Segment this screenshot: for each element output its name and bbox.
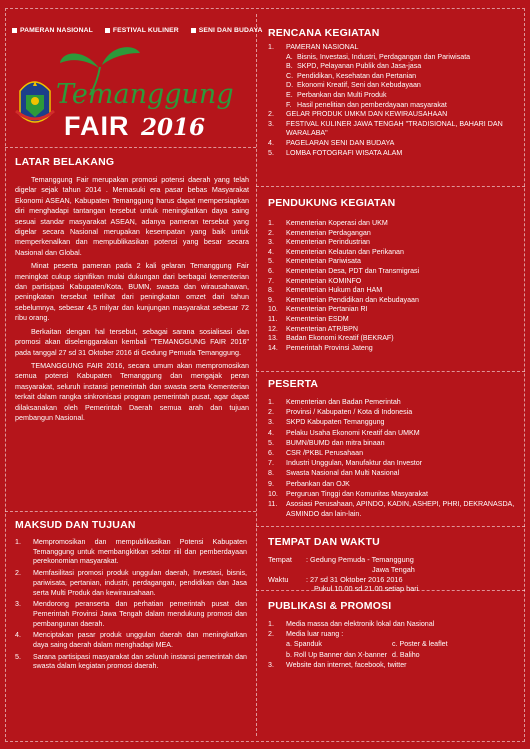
- waktu-row: [268, 575, 518, 585]
- list-item-text: Perbankan dan Multi Produk: [297, 90, 387, 99]
- media-item: b. Roll Up Banner dan X-banner: [286, 650, 387, 659]
- logo-year-text: 2016: [141, 114, 206, 141]
- list-item-text: Mempromosikan dan mempublikasikan Potensi Kabupaten Temanggung untuk membangkitkan sektor riil dan pemberdayaan perekonomian masyarakat.: [33, 538, 247, 566]
- waktu-value: : 27 sd 31 Oktober 2016 2016: [306, 574, 403, 584]
- list-item-text: Perbankan dan OJK: [286, 479, 350, 488]
- list-item: [286, 91, 518, 101]
- logo-fair-text: FAIR: [64, 111, 130, 141]
- latar-paragraph: Temanggung Fair merupakan promosi potensi daerah yang telah digelar sejak tahun 2014 . Memasuki era pasar bebas Masyarakat Ekonomi ASEAN, Kabupaten Temanggung harus dapat mempersiapkan diri menghadapi tantangan tersebut untuk meningkatkan daya saing sesuai standar masyarakat ASEAN, adanya pameran tersebut yang digelar secara Nasional merupakan kesempatan yang baik untuk memperkenalkan dan mempublikasikan potensi yang besar secara Nasional dan Global.: [15, 175, 249, 257]
- list-item: 3. SKPD Kabupaten Temanggung: [268, 417, 518, 427]
- leaf-icon: [102, 47, 140, 65]
- list-item-text: Menciptakan pasar produk unggulan daerah dan meningkatkan daya saing daerah dalam menghadapi MEA.: [33, 631, 247, 650]
- list-item-text: Website dan internet, facebook, twitter: [286, 660, 407, 669]
- list-item: 5. BUMN/BUMD dan mitra binaan: [268, 438, 518, 448]
- tempat-row: [268, 555, 518, 565]
- list-item: 8. Kementerian Hukum dan HAM: [268, 286, 518, 296]
- list-item-text: Media luar ruang :: [286, 630, 344, 639]
- list-item: 6. Kementerian Desa, PDT dan Transmigrasi: [268, 267, 518, 277]
- list-item-text: Mendorong peranserta dan perhatian pemerintah pusat dan Pemerintah Provinsi Jawa Tengah dalam mendukung promosi dan pembangunan daerah.: [33, 600, 247, 628]
- section-title-maksud: MAKSUD DAN TUJUAN: [15, 519, 136, 531]
- list-item: 6. CSR /PKBL Perusahaan: [268, 448, 518, 458]
- list-item: 2. Memfasilitasi promosi produk unggulan daerah, Investasi, bisnis, pariwisata, pertanian, industri, perdagangan, pendidikan dan Jasa serta Multi Produk dan kewirausahaan.: [15, 569, 247, 597]
- square-bullet-icon: [12, 28, 17, 33]
- list-item-letter: D.: [286, 81, 294, 90]
- list-item: 5. Sarana partisipasi masyarakat dan seluruh instansi pemerintah dan swasta dalam kegiatan promosi daerah.: [15, 652, 247, 671]
- publikasi-list: [268, 619, 518, 670]
- square-bullet-icon: [105, 28, 110, 33]
- list-item-text: Provinsi / Kabupaten / Kota di Indonesia: [286, 408, 413, 417]
- square-bullet-icon: [191, 28, 196, 33]
- list-item-text: Kementerian Desa, PDT dan Transmigrasi: [286, 266, 420, 275]
- list-item-text: Kementerian ESDM: [286, 314, 349, 323]
- latar-paragraph: Minat peserta pameran pada 2 kali gelaran Temanggung Fair meningkat cukup signifikan mulai dukungan dari berbagai kementerian dan partisipasi Kabupaten/Kota, BUMN, swasta dan wirausahawan, peningkatan tersebut terlihat dari peningkatan omzet dari tahun sebelumnya, sebesar 4,5 milyar dan kunjungan masyarakat sebesar 72 ribu orang.: [15, 261, 249, 323]
- list-item-text: Perguruan Tinggi dan Komunitas Masyarakat: [286, 489, 428, 498]
- list-item-text: FESTIVAL KULINER JAWA TENGAH "TRADISIONAL, BAHARI DAN WARALABA": [286, 119, 503, 138]
- list-item: 12. Kementerian ATR/BPN: [268, 325, 518, 335]
- waktu-label: Waktu: [268, 574, 289, 584]
- section-title-peserta: PESERTA: [268, 378, 319, 390]
- list-item: 9. Perbankan dan OJK: [268, 479, 518, 489]
- leaf-icon: [60, 53, 99, 68]
- list-item: 2. Media luar ruang :: [268, 629, 518, 639]
- peserta-list: [268, 397, 518, 519]
- list-item-text: Industri Unggulan, Manufaktur dan Investor: [286, 459, 423, 468]
- sublist: [268, 53, 518, 111]
- list-item: 10. Kementerian Pertanian RI: [268, 305, 518, 315]
- list-item-text: Pendidikan, Kesehatan dan Pertanian: [297, 71, 417, 80]
- logo-script-text: Temanggung: [56, 79, 234, 110]
- list-item-text: Kementerian KOMINFO: [286, 276, 362, 285]
- list-item: 9. Kementerian Pendidikan dan Kebudayaan: [268, 296, 518, 306]
- list-item-text: Kementerian Perdagangan: [286, 228, 371, 237]
- list-item: 4. Kementerian Kelautan dan Perikanan: [268, 248, 518, 258]
- list-item: [268, 120, 518, 139]
- list-item-text: PAMERAN NASIONAL: [286, 43, 359, 51]
- tag-label: SENI DAN BUDAYA: [198, 27, 263, 34]
- latar-paragraph: TEMANGGUNG FAIR 2016, secara umum akan mempromosikan semua potensi Kabupaten Temanggung dan mengajak peran masyarakat, seluruh instansi pemerintah dan swasta serta Kementerian terkait dalam rangka sinkronisasi program pemerintah pusat, agar dapat dilaksanakan oleh Pemerintah Daerah semua arah dan tujuan pembangun Nasional.: [15, 360, 249, 422]
- list-item: 7. Industri Unggulan, Manufaktur dan Investor: [268, 458, 518, 468]
- divider-tempat: [256, 526, 525, 527]
- tag-seni: [191, 27, 263, 34]
- rencana-list: [268, 43, 518, 158]
- list-item: 1. Kementerian Koperasi dan UKM: [268, 219, 518, 229]
- list-item-text: PAGELARAN SENI DAN BUDAYA: [286, 138, 395, 147]
- latar-body: [15, 175, 249, 426]
- list-item: 13. Badan Ekonomi Kreatif (BEKRAF): [268, 334, 518, 344]
- divider-peserta: [256, 371, 525, 372]
- list-item: 11. Kementerian ESDM: [268, 315, 518, 325]
- list-item-text: Asosiasi Perusahaan, APINDO, KADIN, ASHEPI, PHRI, DEKRANASDA, ASMINDO dan lain-lain.: [286, 500, 515, 519]
- list-item-text: Pemerintah Provinsi Jateng: [286, 343, 373, 352]
- list-item-letter: C.: [286, 71, 294, 80]
- media-row: [268, 650, 518, 660]
- list-item: [268, 110, 518, 120]
- list-item: 1. Media massa dan elektronik lokal dan Nasional: [268, 619, 518, 629]
- list-item: [286, 53, 518, 63]
- list-item: 4. Pelaku Usaha Ekonomi Kreatif dan UMKM: [268, 428, 518, 438]
- list-item: 1. Mempromosikan dan mempublikasikan Potensi Kabupaten Temanggung untuk membangkitkan sektor riil dan pemberdayaan perekonomian masyarakat.: [15, 538, 247, 566]
- list-item-text: Kementerian Kelautan dan Perikanan: [286, 247, 404, 256]
- list-item-text: LOMBA FOTOGRAFI WISATA ALAM: [286, 148, 403, 157]
- list-item: 3. Website dan internet, facebook, twitter: [268, 660, 518, 670]
- list-item-text: Kementerian Pendidikan dan Kebudayaan: [286, 295, 419, 304]
- maksud-list: [15, 538, 247, 672]
- list-item: 1. Kementerian dan Badan Pemerintah: [268, 397, 518, 407]
- list-item: 8. Swasta Nasional dan Multi Nasional: [268, 468, 518, 478]
- list-item-number: 4.: [268, 138, 274, 147]
- regency-emblem-icon: [16, 81, 54, 122]
- list-item-text: Kementerian dan Badan Pemerintah: [286, 398, 401, 406]
- list-item: [286, 62, 518, 72]
- tag-row: [12, 27, 262, 34]
- list-item-text: Swasta Nasional dan Multi Nasional: [286, 469, 400, 478]
- list-item-text: Badan Ekonomi Kreatif (BEKRAF): [286, 334, 394, 343]
- waktu-row-cont: [268, 584, 518, 594]
- list-item-text: Pelaku Usaha Ekonomi Kreatif dan UMKM: [286, 428, 420, 437]
- list-item-letter: E.: [286, 90, 293, 99]
- list-item: 1. PAMERAN NASIONAL: [268, 43, 518, 53]
- tempat-row-cont: [268, 565, 518, 575]
- list-item-number: 3.: [268, 119, 274, 128]
- list-item-text: Sarana partisipasi masyarakat dan seluruh instansi pemerintah dan swasta dalam kegiatan promosi daerah.: [33, 652, 247, 671]
- tag-pameran: [12, 27, 93, 34]
- list-item-letter: A.: [286, 52, 293, 61]
- section-title-tempat: TEMPAT DAN WAKTU: [268, 536, 380, 548]
- section-title-publikasi: PUBLIKASI & PROMOSI: [268, 600, 392, 612]
- list-item-text: Media massa dan elektronik lokal dan Nasional: [286, 620, 435, 628]
- list-item-text: Kementerian Pertanian RI: [286, 305, 368, 314]
- section-title-latar: LATAR BELAKANG: [15, 156, 115, 168]
- media-item: d. Baliho: [392, 650, 420, 659]
- list-item: 11. Asosiasi Perusahaan, APINDO, KADIN, ASHEPI, PHRI, DEKRANASDA, ASMINDO dan lain-lain.: [268, 499, 518, 519]
- list-item-text: SKPD, Pelayanan Publik dan Jasa-jasa: [297, 62, 422, 71]
- pendukung-list: [268, 219, 518, 353]
- list-item-letter: B.: [286, 62, 293, 71]
- list-item-text: GELAR PRODUK UMKM DAN KEWIRAUSAHAAN: [286, 110, 448, 119]
- tag-festival: [105, 27, 179, 34]
- list-item: 2. Provinsi / Kabupaten / Kota di Indonesia: [268, 407, 518, 417]
- tempat-label: Tempat: [268, 555, 292, 564]
- list-item: 7. Kementerian KOMINFO: [268, 277, 518, 287]
- list-item: 14. Pemerintah Provinsi Jateng: [268, 344, 518, 354]
- tag-label: FESTIVAL KULINER: [112, 27, 179, 34]
- list-item: [286, 81, 518, 91]
- section-title-rencana: RENCANA KEGIATAN: [268, 27, 380, 39]
- list-item-text: BUMN/BUMD dan mitra binaan: [286, 438, 385, 447]
- divider-pendukung: [256, 186, 525, 187]
- temanggung-fair-logo: [14, 43, 249, 143]
- list-item: 3. Kementerian Perindustrian: [268, 238, 518, 248]
- list-item-text: Bisnis, Investasi, Industri, Perdagangan dan Pariwisata: [297, 52, 471, 61]
- list-item-text: CSR /PKBL Perusahaan: [286, 449, 364, 458]
- list-item: [268, 149, 518, 159]
- list-item-letter: F.: [286, 100, 292, 109]
- list-item: [268, 139, 518, 149]
- list-item-text: Kementerian Pariwisata: [286, 257, 361, 266]
- column-divider: [256, 14, 257, 736]
- list-item: [286, 72, 518, 82]
- media-item: a. Spanduk: [286, 640, 322, 649]
- divider-latar: [5, 147, 256, 148]
- media-item: c. Poster & leaflet: [392, 640, 448, 649]
- list-item-text: Kementerian Perindustrian: [286, 238, 370, 247]
- list-item-text: SKPD Kabupaten Temanggung: [286, 418, 385, 427]
- divider-maksud: [5, 511, 256, 512]
- list-item-text: Kementerian Hukum dan HAM: [286, 286, 383, 295]
- list-item: 2. Kementerian Perdagangan: [268, 229, 518, 239]
- section-title-pendukung: PENDUKUNG KEGIATAN: [268, 197, 396, 209]
- latar-paragraph: Berkaitan dengan hal tersebut, sebagai sarana sosialisasi dan promosi akan diselenggarakan kembali "TEMANGGUNG FAIR 2016" pada tanggal 27 sd 31 Oktober 2016 di Gedung Pemuda Temanggung.: [15, 326, 249, 357]
- list-item-text: Kementerian ATR/BPN: [286, 324, 359, 333]
- list-item: 10. Perguruan Tinggi dan Komunitas Masyarakat: [268, 489, 518, 499]
- list-item: [286, 101, 518, 111]
- tempat-value-cont: Jawa Tengah: [372, 564, 415, 574]
- waktu-value-cont: Pukul 10.00 sd 21.00 setiap hari: [314, 584, 419, 594]
- list-item: 5. Kementerian Pariwisata: [268, 257, 518, 267]
- tempat-value: : Gedung Pemuda - Temanggung: [306, 555, 414, 564]
- list-item-text: Hasil penelitian dan pemberdayaan masyarakat: [297, 100, 447, 109]
- list-item-number: 5.: [268, 148, 274, 157]
- list-item-text: Memfasilitasi promosi produk unggulan daerah, Investasi, bisnis, pariwisata, pertanian, industri, perdagangan, pendidikan dan Jasa serta Multi Produk dan kewirausahaan.: [33, 569, 247, 597]
- list-item-text: Ekonomi Kreatif, Seni dan Kebudayaan: [297, 81, 421, 90]
- tag-label: PAMERAN NASIONAL: [20, 27, 93, 34]
- tempat-info: [268, 555, 518, 594]
- list-item: 3. Mendorong peranserta dan perhatian pemerintah pusat dan Pemerintah Provinsi Jawa Tengah dalam mendukung promosi dan pembangunan daerah.: [15, 600, 247, 628]
- media-row: [268, 639, 518, 649]
- list-item-text: Kementerian Koperasi dan UKM: [286, 219, 388, 227]
- list-item: 4. Menciptakan pasar produk unggulan daerah dan meningkatkan daya saing daerah dalam menghadapi MEA.: [15, 631, 247, 650]
- list-item-number: 2.: [268, 110, 274, 119]
